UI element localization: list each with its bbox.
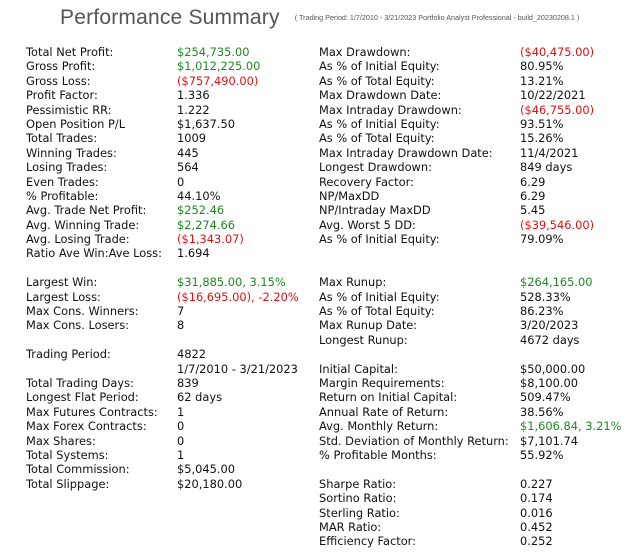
- metric-value: 0: [177, 174, 185, 189]
- metric-label: Avg. Monthly Return:: [319, 419, 439, 434]
- metric-value: ($46,755.00): [520, 102, 595, 117]
- metric-value: 4672 days: [520, 332, 580, 347]
- metric-label: Ratio Ave Win:Ave Loss:: [26, 246, 162, 261]
- metric-label: Trading Period:: [26, 347, 111, 362]
- metric-value: $252.46: [177, 203, 225, 218]
- metric-value: 0.252: [520, 534, 553, 549]
- metric-value: 1.336: [177, 88, 210, 103]
- metric-label: Pessimistic RR:: [26, 102, 112, 117]
- metric-label: Gross Profit:: [26, 59, 96, 74]
- metric-label: Longest Runup:: [319, 332, 408, 347]
- metric-value: 80.95%: [520, 59, 564, 74]
- metric-value: 11/4/2021: [520, 145, 579, 160]
- metric-label: Max Runup:: [319, 275, 387, 290]
- metric-value: 1009: [177, 131, 206, 146]
- metric-label: Max Intraday Drawdown:: [319, 102, 462, 117]
- metric-value: $1,606.84, 3.21%: [520, 419, 622, 434]
- metric-label: Sortino Ratio:: [319, 491, 397, 506]
- metric-value: 6.29: [520, 174, 546, 189]
- metric-label: Margin Requirements:: [319, 375, 445, 390]
- report-subtitle: ( Trading Period: 1/7/2010 - 3/21/2023 Portfolio Analyst Professional - build_20230208.1 ): [294, 13, 580, 22]
- metric-label: Initial Capital:: [319, 361, 398, 376]
- metric-label: Avg. Winning Trade:: [26, 217, 140, 232]
- metric-value: 1: [177, 404, 185, 419]
- metric-label: As % of Total Equity:: [319, 73, 435, 88]
- metric-value: 849 days: [520, 160, 573, 175]
- metric-label: Total Slippage:: [26, 476, 110, 491]
- metric-value: 528.33%: [520, 289, 571, 304]
- metric-label: As % of Total Equity:: [319, 304, 435, 319]
- metric-label: MAR Ratio:: [319, 519, 382, 534]
- metric-label: Longest Drawdown:: [319, 160, 432, 175]
- metric-value: $7,101.74: [520, 433, 578, 448]
- metric-label: Max Futures Contracts:: [26, 404, 158, 419]
- metric-value: $1,012,225.00: [177, 59, 261, 74]
- metric-label: As % of Initial Equity:: [319, 289, 440, 304]
- metric-label: % Profitable:: [26, 188, 99, 203]
- metric-label: % Profitable Months:: [319, 447, 437, 462]
- metric-label: Winning Trades:: [26, 145, 117, 160]
- metric-value: 15.26%: [520, 131, 564, 146]
- metric-label: Max Forex Contracts:: [26, 419, 147, 434]
- metric-value: ($16,695.00), -2.20%: [177, 289, 299, 304]
- metric-label: NP/MaxDD: [319, 188, 380, 203]
- metric-label: Efficiency Factor:: [319, 534, 416, 549]
- metric-value: 0: [177, 433, 185, 448]
- metric-label: Losing Trades:: [26, 160, 108, 175]
- metric-value: $50,000.00: [520, 361, 586, 376]
- metric-label: As % of Total Equity:: [319, 131, 435, 146]
- metric-value: 55.92%: [520, 447, 564, 462]
- metric-value: 8: [177, 318, 185, 333]
- metric-value: $1,637.50: [177, 116, 235, 131]
- metric-value: 1.694: [177, 246, 210, 261]
- metric-label: Sharpe Ratio:: [319, 476, 397, 491]
- metric-label: Total Net Profit:: [26, 45, 114, 59]
- metric-label: NP/Intraday MaxDD: [319, 203, 431, 218]
- metric-value: $20,180.00: [177, 476, 243, 491]
- metric-label: Even Trades:: [26, 174, 99, 189]
- metric-value: ($1,343.07): [177, 232, 244, 247]
- metric-label: Gross Loss:: [26, 73, 91, 88]
- metric-label: Profit Factor:: [26, 88, 98, 103]
- metric-value: 6.29: [520, 188, 546, 203]
- metric-label: Max Runup Date:: [319, 318, 418, 333]
- metric-label: As % of Initial Equity:: [319, 232, 440, 247]
- metric-label: Longest Flat Period:: [26, 390, 139, 405]
- metric-value: ($39,546.00): [520, 217, 595, 232]
- metric-label: Avg. Trade Net Profit:: [26, 203, 147, 218]
- metric-value: 86.23%: [520, 304, 564, 319]
- metric-value: 0.227: [520, 476, 553, 491]
- page-title: Performance Summary: [60, 6, 280, 29]
- metric-value: 564: [177, 160, 199, 175]
- metric-label: Max Drawdown Date:: [319, 88, 442, 103]
- metric-value: 1/7/2010 - 3/21/2023: [177, 361, 298, 376]
- metric-value: 0.016: [520, 505, 553, 520]
- metric-value: 1: [177, 447, 185, 462]
- metric-value: 839: [177, 375, 199, 390]
- metric-value: 445: [177, 145, 199, 160]
- metric-value: $2,274.66: [177, 217, 235, 232]
- metric-label: Std. Deviation of Monthly Return:: [319, 433, 509, 448]
- metric-value: ($757,490.00): [177, 73, 259, 88]
- metric-label: Open Position P/L: [26, 116, 126, 131]
- metric-label: Avg. Worst 5 DD:: [319, 217, 416, 232]
- metric-value: 10/22/2021: [520, 88, 586, 103]
- metric-value: 13.21%: [520, 73, 564, 88]
- metric-label: Max Cons. Winners:: [26, 304, 139, 319]
- metric-value: $254,735.00: [177, 45, 250, 59]
- metric-label: Total Systems:: [26, 447, 109, 462]
- report-header: [60, 6, 579, 30]
- metric-value: 44.10%: [177, 188, 221, 203]
- metric-value: 0.452: [520, 519, 553, 534]
- metric-value: 79.09%: [520, 232, 564, 247]
- metric-label: Return on Initial Capital:: [319, 390, 458, 405]
- metric-value: $31,885.00, 3.15%: [177, 275, 286, 290]
- metric-value: 93.51%: [520, 116, 564, 131]
- metric-label: As % of Initial Equity:: [319, 116, 440, 131]
- metric-value: 38.56%: [520, 404, 564, 419]
- metric-value: $264,165.00: [520, 275, 593, 290]
- metric-label: As % of Initial Equity:: [319, 59, 440, 74]
- metric-value: 4822: [177, 347, 206, 362]
- metric-value: 5.45: [520, 203, 546, 218]
- metric-label: Total Trades:: [26, 131, 98, 146]
- metric-value: ($40,475.00): [520, 45, 595, 59]
- metric-label: Recovery Factor:: [319, 174, 414, 189]
- metric-value: 0: [177, 419, 185, 434]
- metric-label: Max Drawdown:: [319, 45, 411, 59]
- metric-value: $5,045.00: [177, 462, 235, 477]
- metric-value: $8,100.00: [520, 375, 578, 390]
- metric-value: 62 days: [177, 390, 223, 405]
- metric-value: 7: [177, 304, 185, 319]
- metric-label: Largest Win:: [26, 275, 98, 290]
- metric-value: 1.222: [177, 102, 210, 117]
- metric-label: Largest Loss:: [26, 289, 101, 304]
- metric-label: Avg. Losing Trade:: [26, 232, 130, 247]
- metric-label: Max Shares:: [26, 433, 96, 448]
- metric-value: 0.174: [520, 491, 553, 506]
- metric-label: Annual Rate of Return:: [319, 404, 449, 419]
- metric-label: Total Commission:: [26, 462, 130, 477]
- metric-label: Sterling Ratio:: [319, 505, 400, 520]
- metric-value: 3/20/2023: [520, 318, 579, 333]
- metric-label: Max Intraday Drawdown Date:: [319, 145, 493, 160]
- metric-label: Total Trading Days:: [26, 375, 134, 390]
- metric-label: Max Cons. Losers:: [26, 318, 129, 333]
- metric-value: 509.47%: [520, 390, 571, 405]
